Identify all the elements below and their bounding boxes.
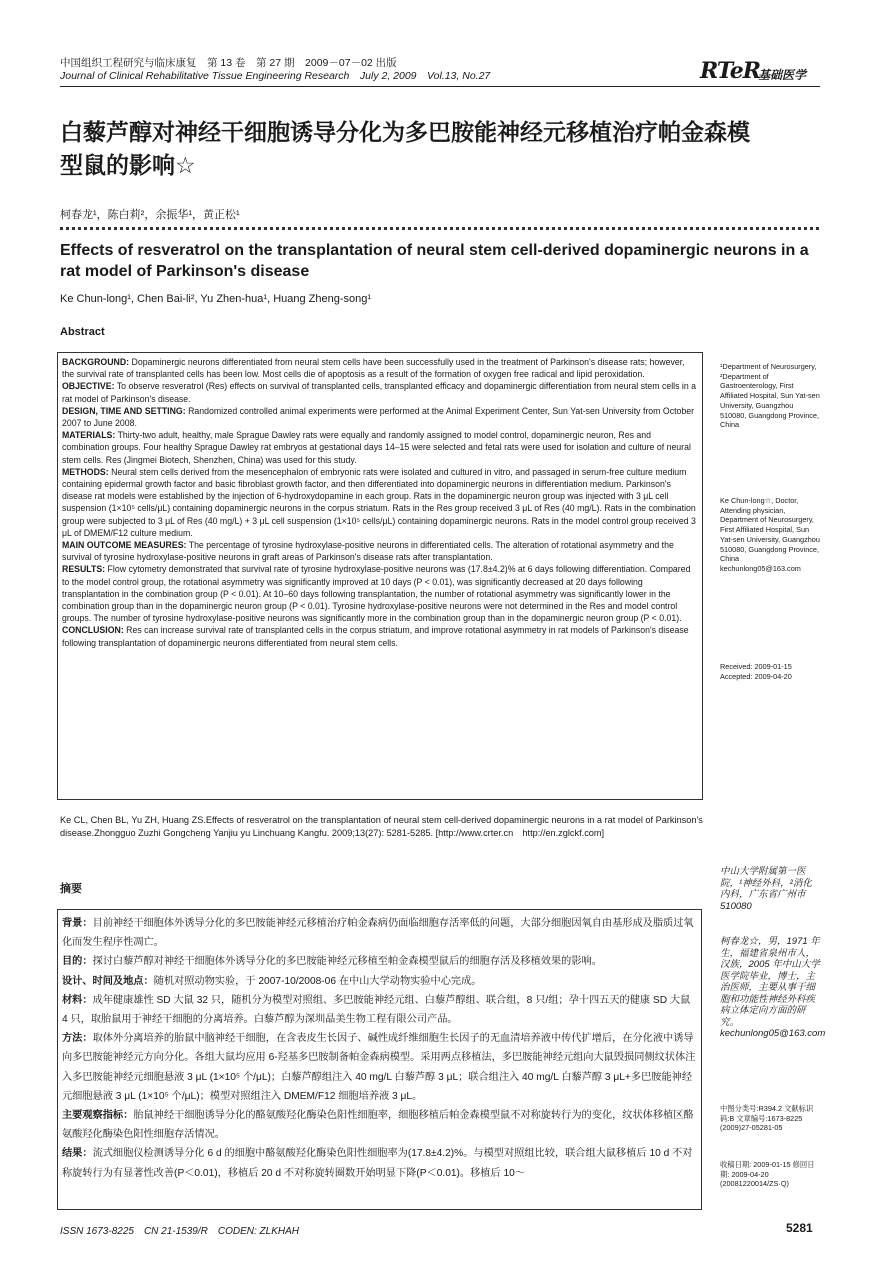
abstract-cn-materials <box>62 991 698 1029</box>
abstract-cn-text: 探讨白藜芦醇对神经干细胞体外诱导分化的多巴胺能神经元移植至帕金森模型鼠后的细胞存活及移植效果的影响。 <box>92 956 602 968</box>
abstract-text: Neural stem cells derived from the mesencephalon of embryonic rats were isolated and cultured in vitro, and passaged in serum-free culture medium containing epidermal growth factor and basic fibroblast growth factor, and then differentiated into dopaminergic neurons in differentiation medium. Parkinson's disease rat models were established by the injection of 6-hydroxydopamine in each group. Rats in the dopaminergic neuron group was injected with 3 μL cell suspension (1×10⁵ cells/μL) containing dopaminergic neurons in the corpus striatum. Rats in the Res group received 3 μL of Res (40 mg/L). Rats in the combination group were subjected to 3 μL of Res (40 mg/L) + 3 μL cell suspension (1×10⁵ cells/μL) containing dopaminergic neurons. Rats in the model control group received 3 μL of DMEM/F12 culture medium. <box>62 466 696 538</box>
abstract-cn-label: 结果： <box>62 1148 93 1160</box>
journal-title-cn: 中国组织工程研究与临床康复 第 13 卷 第 27 期 2009－07－02 出版 <box>60 57 397 69</box>
abstract-heading: Abstract <box>60 326 105 338</box>
dotted-divider <box>60 227 820 230</box>
abstract-heading-cn: 摘要 <box>60 883 82 895</box>
citation: Ke CL, Chen BL, Yu ZH, Huang ZS.Effects of resveratrol on the transplantation of neural stem cell-derived dopaminergic neurons in a rat model of Parkinson's disease.Zhongguo Zuzhi Gongcheng Yanjiu yu Linchuang Kangfu. 2009;13(27): 5281-5285. [http://www.crter.cn http://en.zglckf.com] <box>60 815 703 838</box>
abstract-label: DESIGN, TIME AND SETTING: <box>62 405 186 416</box>
abstract-cn-text: 成年健康雄性 SD 大鼠 32 只，随机分为模型对照组、多巴胺能神经元组、白藜芦醇组、联合组，8 只/组；孕十四五天的健康 SD 大鼠 4 只，取胎鼠用于神经干细胞的分离培养。白藜芦醇为深圳晶美生物工程有限公司产品。 <box>62 994 691 1026</box>
abstract-text: Dopaminergic neurons differentiated from neural stem cells have been successfully used in the treatment of Parkinson's disease rats; however, the survival rate of transplanted cells has been low. Most cells die of apoptosis as a result of the formation of oxygen free radical and lipid peroxidation. <box>62 357 685 380</box>
abstract-cn-text: 胎鼠神经干细胞诱导分化的酪氨酸羟化酶染色阳性细胞率，细胞移植后帕金森模型鼠不对称旋转行为的变化，纹状体移植区酪氨酸羟化酶染色阳性细胞存活情况。 <box>62 1110 694 1141</box>
abstract-design <box>62 405 698 429</box>
journal-logo: RTeR <box>700 58 761 84</box>
sidebar-cn-dates: 收稿日期: 2009-01-15 修回日期: 2009-04-20 (20081220014/ZS·Q) <box>720 1160 815 1189</box>
article-title-en: Effects of resveratrol on the transplantation of neural stem cell-derived dopaminergic neurons in a rat model of Parkinson's disease <box>60 242 809 280</box>
abstract-label: CONCLUSION: <box>62 625 124 636</box>
abstract-label: MATERIALS: <box>62 430 116 441</box>
abstract-objective <box>62 380 698 404</box>
abstract-cn-text: 取体外分离培养的胎鼠中脑神经干细胞，在含表皮生长因子、碱性成纤维细胞生长因子的无血清培养液中传代扩增后，在分化液中诱导向多巴胺能神经元方向分化。各组大鼠均应用 6-羟基多巴胺制备帕金森病模型。采用两点移植法，多巴胺能神经元组向大鼠毁损同侧纹状体注入多巴胺能神经元细胞悬液 3 μL (1×10⁵ 个/μL)；白藜芦醇组注入 40 mg/L 白藜芦醇 3 μL；联合组注入 40 mg/L 白藜芦醇 3 μL+多巴胺能神经元细胞悬液 3 μL (1×10⁵ 个/μL)；模型对照组注入 DMEM/F12 细胞培养液 3 μL。 <box>62 1033 696 1102</box>
abstract-text: The percentage of tyrosine hydroxylase-positive neurons in differentiated cells. The alteration of rotational asymmetry and the survival of tyrosine hydroxylase-positive neurons in graft areas of Parkinson's disease rats after transplantation. <box>62 540 674 563</box>
abstract-label: METHODS: <box>62 466 109 477</box>
abstract-results <box>62 563 698 624</box>
sidebar-cn-author-bio: 柯春龙☆，男，1971 年生，福建省泉州市人，汉族，2005 年中山大学医学院毕业，博士，主治医师，主要从事干细胞和功能性神经外科疾病立体定向方面的研究。kechunlong05@163.com <box>720 936 826 1039</box>
sidebar-affiliations: ¹Department of Neurosurgery, ²Department of Gastroenterology, First Affiliated Hospital, Sun Yat-sen University, Guangzhou 510080, Guangdong Province, China <box>720 362 820 430</box>
abstract-cn-design <box>62 972 698 991</box>
abstract-cn-label: 方法： <box>62 1033 93 1045</box>
abstract-cn-label: 背景： <box>62 918 93 929</box>
page-number: 5281 <box>786 1221 813 1235</box>
abstract-cn-background <box>62 914 698 952</box>
abstract-cn-label: 主要观察指标： <box>62 1110 134 1122</box>
footer-issn: ISSN 1673-8225 CN 21-1539/R CODEN: ZLKHAH <box>60 1226 299 1237</box>
abstract-label: RESULTS: <box>62 564 106 575</box>
abstract-conclusion <box>62 624 698 648</box>
abstract-cn-outcomes <box>62 1106 698 1144</box>
sidebar-cn-classification: 中图分类号:R394.2 文献标识码:B 文章编号:1673-8225 (2009)27-05281-05 <box>720 1104 814 1133</box>
abstract-cn-text: 流式细胞仪检测诱导分化 6 d 的细胞中酪氨酸羟化酶染色阳性细胞率为(17.8±4.2)%。与模型对照组比较，联合组大鼠移植后 10 d 不对称旋转行为有显著性改善(P＜0.01)，移植后 20 d 不对称旋转圈数开始明显下降(P＜0.01)。移植后 10～ <box>62 1148 693 1179</box>
journal-header <box>60 57 490 83</box>
abstract-label: MAIN OUTCOME MEASURES: <box>62 540 187 551</box>
abstract-text: Res can increase survival rate of transplanted cells in the corpus striatum, and improve rotational asymmetry in rat models of Parkinson's disease following transplantation of dopaminergic neurons differentiated from neural stem cells. <box>62 625 689 648</box>
section-label: 基础医学 <box>758 68 807 82</box>
abstract-cn-methods <box>62 1029 698 1106</box>
abstract-materials <box>62 429 698 466</box>
abstract-outcomes <box>62 539 698 563</box>
abstract-cn-label: 设计、时间及地点： <box>62 975 154 987</box>
abstract-body-cn <box>62 914 698 1183</box>
abstract-cn-text: 随机对照动物实验，于 2007-10/2008-06 在中山大学动物实验中心完成。 <box>153 975 482 987</box>
abstract-cn-label: 材料： <box>62 994 93 1006</box>
abstract-label: BACKGROUND: <box>62 357 130 367</box>
abstract-background <box>62 356 698 380</box>
abstract-label: OBJECTIVE: <box>62 381 115 392</box>
sidebar-dates: Received: 2009-01-15 Accepted: 2009-04-20 <box>720 662 792 681</box>
abstract-cn-label: 目的： <box>62 956 93 968</box>
abstract-cn-results <box>62 1144 698 1182</box>
authors-cn: 柯春龙¹，陈白莉²，余振华¹，黄正松¹ <box>60 209 240 221</box>
abstract-text: Randomized controlled animal experiments were performed at the Animal Experiment Center, Sun Yat-sen University from October 2007 to June 2008. <box>62 405 695 429</box>
article-title-cn: 白藜芦醇对神经干细胞诱导分化为多巴胺能神经元移植治疗帕金森模型鼠的影响☆ <box>60 120 750 179</box>
abstract-text: To observe resveratrol (Res) effects on survival of transplanted cells, transplanted efficacy and dopaminergic differentiation from neural stem cells in a rat model of Parkinson's disease. <box>62 381 697 404</box>
sidebar-cn-affiliation: 中山大学附属第一医院，¹神经外科，²消化内科，广东省广州市 510080 <box>720 866 812 912</box>
abstract-cn-text: 目前神经干细胞体外诱导分化的多巴胺能神经元移植治疗帕金森病仍面临细胞存活率低的问题，大部分细胞因氧自由基形成及脂质过氧化而发生程序性凋亡。 <box>62 918 694 949</box>
header-rule <box>60 86 820 87</box>
abstract-methods <box>62 466 698 539</box>
abstract-text: Flow cytometry demonstrated that survival rate of tyrosine hydroxylase-positive neurons was (17.8±4.2)% at 6 days following differentiation. Compared to the model control group, the rotational asymmetry was significantly improved at 10 days (P < 0.01), was significantly decreased at 20 days following transplantation in the combination group (P < 0.01). At 10–60 days following transplantation, the number of rotational asymmetry was significantly lower in the combination group than in the dopaminergic neuron group (P < 0.01). Tyrosine hydroxylase-positive neurons were not determined in the Res and model control groups. The number of tyrosine hydroxylase-positive neurons was significantly more in the combination group than in the dopaminergic neuron group (P < 0.01). <box>62 564 691 624</box>
abstract-cn-objective <box>62 952 698 971</box>
authors-en: Ke Chun-long¹, Chen Bai-li², Yu Zhen-hua¹, Huang Zheng-song¹ <box>60 293 372 305</box>
journal-title-en: Journal of Clinical Rehabilitative Tissue Engineering Research July 2, 2009 Vol.13, No.27 <box>60 70 491 82</box>
abstract-text: Thirty-two adult, healthy, male Sprague Dawley rats were equally and randomly assigned to model control, dopaminergic neuron, Res and combination groups. Four healthy Sprague Dawley rat embryos at gestational days 14–15 were selected and fetal rats were used for isolation and culture of neural stem cells. Res (Jingmei Biotech, Shenzhen, China) was used for this study. <box>62 430 691 465</box>
sidebar-author-bio: Ke Chun-long☆, Doctor, Attending physician, Department of Neurosurgery, First Affiliated Hospital, Sun Yat-sen University, Guangzhou 510080, Guangdong Province, China kechunlong05@163.com <box>720 496 820 573</box>
abstract-body <box>62 356 698 649</box>
